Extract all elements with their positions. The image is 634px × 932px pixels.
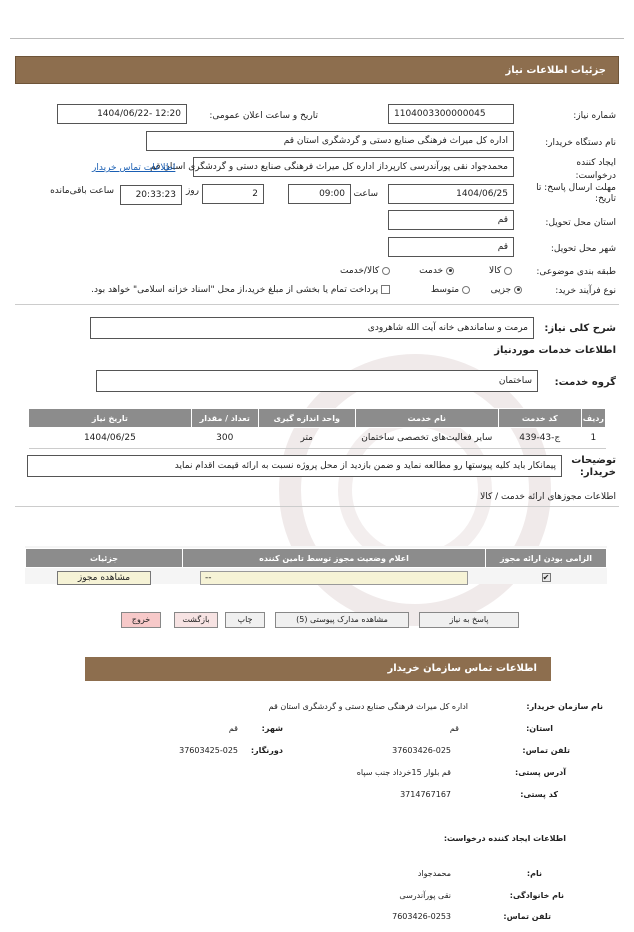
col-code: کد خدمت [498,409,581,428]
service-group-field[interactable]: ساختمان [96,370,538,392]
deadline-time-field[interactable]: 09:00 [288,184,351,204]
deadline-label: مهلت ارسال پاسخ: تا تاریخ: [536,183,616,204]
permit-col-details: جزئیات [26,549,183,568]
col-date: تاریخ نیاز [29,409,192,428]
cell-name: سایر فعالیت‌های تخصصی ساختمان [355,428,498,449]
creator-field[interactable]: محمدجواد نقی پورآندرسی کارپرداز اداره کل میراث فرهنگی صنایع دستی و گردشگری استان قم [193,157,514,177]
buyer-notes-field[interactable]: پیمانکار باید کلیه پیوستها رو مطالعه نماید و ضمن بازدید از محل پروژه نسبت به ارائه قیمت اقدام نماید [27,455,562,477]
category-label: طبقه بندی موضوعی: [536,267,616,277]
buyer-contact-link[interactable]: اطلاعات تماس خریدار [92,163,176,173]
deadline-time-label: ساعت [353,189,378,199]
fax-label: دورنگار: [250,746,283,755]
buyer-field[interactable]: اداره کل میراث فرهنگی صنایع دستی و گردشگری استان قم [146,131,514,151]
permit-col-status: اعلام وضعیت مجوز توسط تامین کننده [183,549,486,568]
col-row: ردیف [581,409,605,428]
announce-label: تاریخ و ساعت اعلان عمومی: [209,111,318,121]
reply-button[interactable]: پاسخ به نیاز [419,612,519,628]
permits-divider [15,506,619,507]
permit-required-checkbox[interactable]: ✔ [542,573,550,582]
address-label: آدرس پستی: [515,768,566,777]
category-service-radio[interactable] [446,267,454,275]
cell-qty: 300 [191,428,258,449]
category-both-option[interactable]: کالا/خدمت [340,266,390,276]
permit-status-field[interactable]: -- [200,571,468,585]
need-number-field[interactable]: 1104003300000045 [388,104,514,124]
cell-row: 1 [581,428,605,449]
creator-info-title: اطلاعات ایجاد کننده درخواست: [443,834,566,843]
days-field[interactable]: 2 [202,184,264,204]
service-table-header [29,409,606,428]
view-permit-button[interactable]: مشاهده مجوز [57,571,151,585]
family-value: نقی پورآندرسی [399,891,451,900]
remaining-label: ساعت باقی‌مانده [50,186,114,196]
category-service-option[interactable]: خدمت [419,266,454,276]
fax-value: 37603425-025 [179,746,238,755]
process-partial-radio[interactable] [514,286,522,294]
table-row[interactable] [29,428,606,449]
category-both-radio[interactable] [382,267,390,275]
contact-title: اطلاعات تماس سازمان خریدار [387,663,537,674]
summary-field[interactable]: مرمت و ساماندهی خانه آیت الله شاهرودی [90,317,534,339]
page-title: جزئیات اطلاعات نیاز [505,65,606,76]
postal-label: کد پستی: [520,790,558,799]
category-goods-radio[interactable] [504,267,512,275]
province-label: استان محل تحویل: [545,218,616,228]
remaining-time-field[interactable]: 20:33:23 [120,185,182,205]
exit-button[interactable]: خروج [121,612,161,628]
address-value: قم بلوار 15خرداد جنب سپاه [356,768,451,777]
payment-option[interactable]: پرداخت تمام یا بخشی از مبلغ خرید،از محل "اسناد خزانه اسلامی" خواهد بود. [91,285,390,295]
buyer-notes-label: توضیحات خریدار: [571,455,616,478]
creator-phone-value: 7603426-0253 [392,912,451,921]
section-divider [15,304,619,305]
print-button[interactable]: چاپ [225,612,265,628]
cell-code: ج-43-439 [498,428,581,449]
contact-phone-value: 37603426-025 [392,746,451,755]
cell-unit: متر [258,428,355,449]
days-label: روز [185,186,199,196]
summary-label: شرح کلی نیاز: [544,323,616,334]
need-number-label: شماره نیاز: [573,111,616,121]
name-label: نام: [526,869,542,878]
col-qty: تعداد / مقدار [191,409,258,428]
deadline-date-field[interactable]: 1404/06/25 [388,184,514,204]
name-value: محمدجواد [417,869,451,878]
family-label: نام خانوادگی: [509,891,564,900]
service-group-label: گروه خدمت: [554,377,616,388]
category-goods-option[interactable]: کالا [489,266,512,276]
process-partial-option[interactable]: جزیی [491,285,522,295]
permits-title: اطلاعات مجوزهای ارائه خدمت / کالا [480,492,616,502]
col-name: نام خدمت [355,409,498,428]
table-row [26,568,607,589]
permit-col-required: الزامی بودن ارائه مجوز [486,549,607,568]
process-medium-radio[interactable] [462,286,470,294]
cell-date: 1404/06/25 [29,428,192,449]
payment-checkbox[interactable] [381,285,390,294]
province-field[interactable]: قم [388,210,514,230]
top-divider [10,38,624,39]
org-label: نام سازمان خریدار: [526,702,603,711]
contact-city-value: قم [228,724,238,733]
contact-phone-label: تلفن تماس: [522,746,570,755]
col-unit: واحد اندازه گیری [258,409,355,428]
contact-city-label: شهر: [261,724,283,733]
contact-province-value: قم [449,724,459,733]
contact-header [85,657,551,681]
city-field[interactable]: قم [388,237,514,257]
buyer-label: نام دستگاه خریدار: [545,138,616,148]
city-label: شهر محل تحویل: [550,244,616,254]
page-header [15,56,619,84]
permits-table [25,548,607,588]
services-title: اطلاعات خدمات موردنیاز [494,345,616,356]
org-value: اداره کل میراث فرهنگی صنایع دستی و گردشگری استان قم [268,702,468,711]
creator-label: ایجاد کننده درخواست: [575,158,616,181]
attachments-button[interactable]: مشاهده مدارک پیوستی (5) [275,612,409,628]
process-label: نوع فرآیند خرید: [555,286,616,296]
creator-phone-label: تلفن تماس: [503,912,551,921]
contact-province-label: استان: [526,724,553,733]
permits-table-header [26,549,607,568]
service-table [28,408,606,449]
process-medium-option[interactable]: متوسط [431,285,470,295]
announce-field[interactable]: 1404/06/22- 12:20 [57,104,187,124]
back-button[interactable]: بازگشت [174,612,218,628]
postal-value: 3714767167 [400,790,451,799]
